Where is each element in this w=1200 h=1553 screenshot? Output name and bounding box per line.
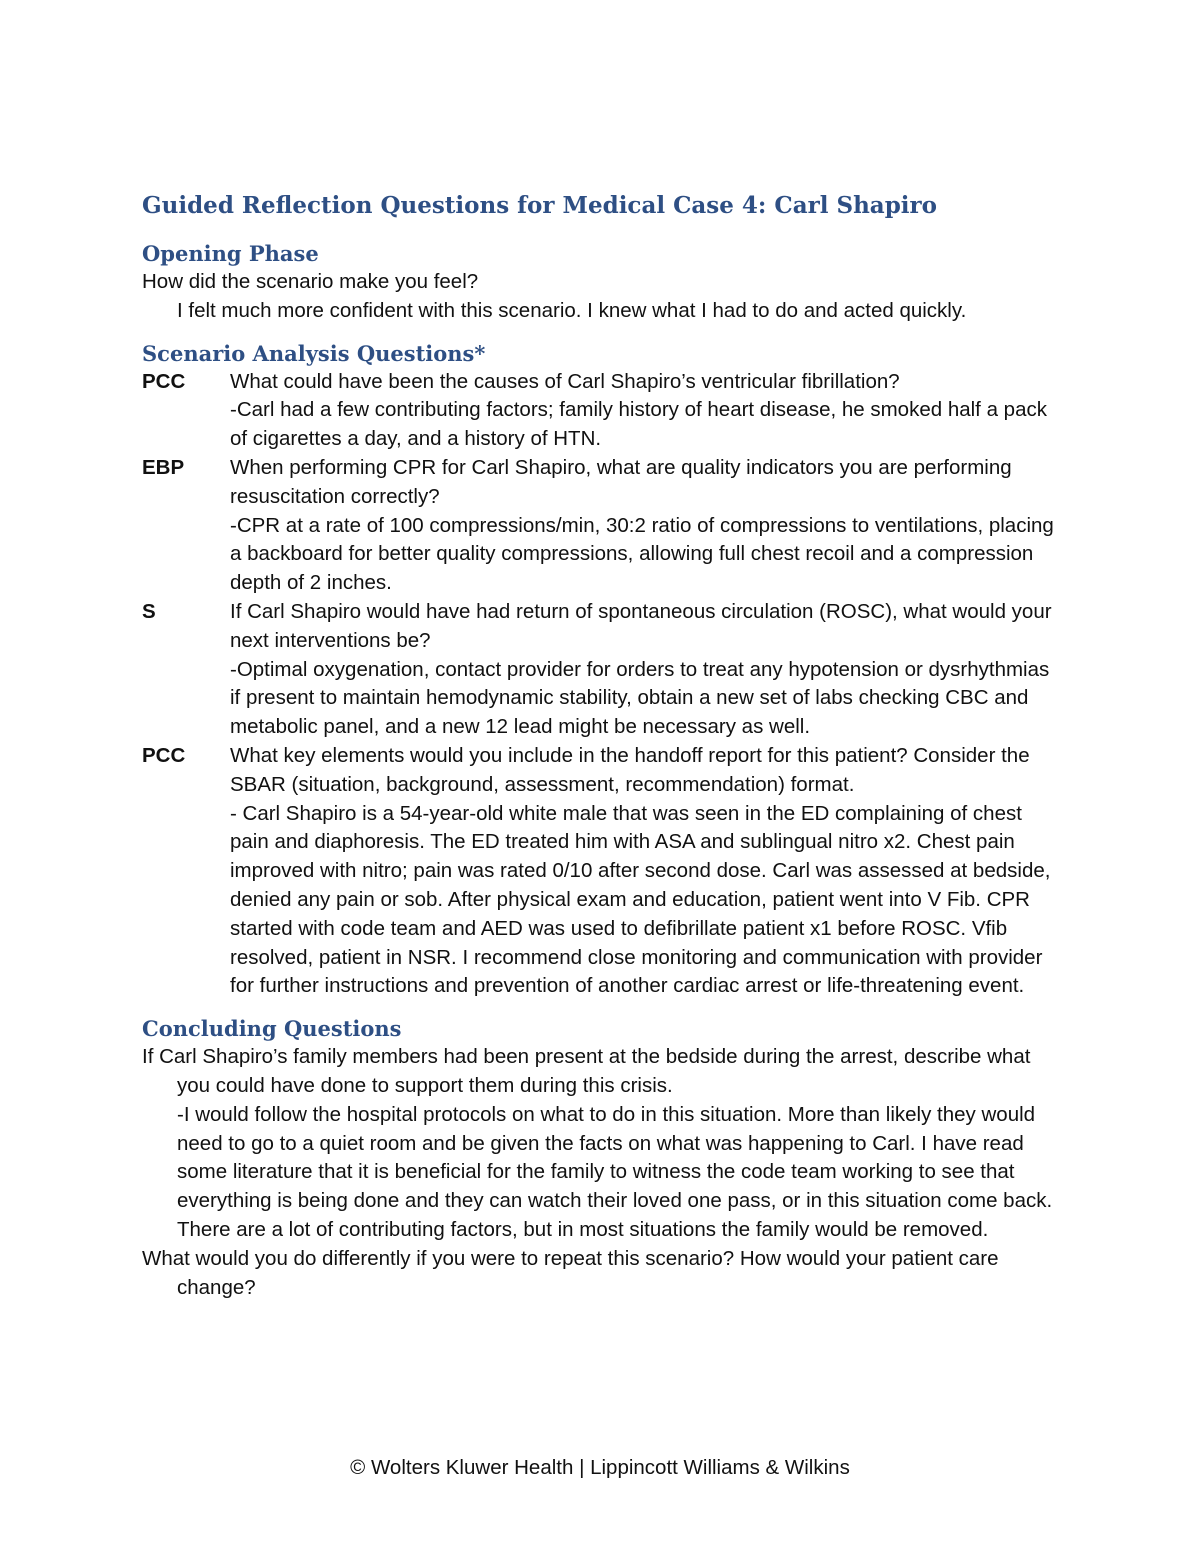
analysis-item-tag: PCC <box>142 743 186 767</box>
analysis-answer: -Optimal oxygenation, contact provider for orders to treat any hypotension or dysrhythmias if present to maintain hemodynamic stability, obtain a new set of labs checking CBC and metabolic panel, and a new 12 lead might be necessary as well. <box>230 657 1050 739</box>
document-content <box>142 190 1062 1316</box>
concluding-section <box>142 1015 1062 1302</box>
concluding-question: What would you do differently if you were to repeat this scenario? How would your patient care change? <box>142 1246 999 1299</box>
analysis-answer: - Carl Shapiro is a 54-year-old white male that was seen in the ED complaining of chest pain and diaphoresis. The ED treated him with ASA and sublingual nitro x2. Chest pain improved with nitro; pain was rated 0/10 after second dose. Carl was assessed at bedside, denied any pain or sob. After physical exam and education, patient went into V Fib. CPR started with code team and AED was used to defibrillate patient x1 before ROSC. Vfib resolved, patient in NSR. I recommend close monitoring and communication with provider for further instructions and prevention of another cardiac arrest or life-threatening event. <box>230 801 1051 998</box>
analysis-question: What key elements would you include in the handoff report for this patient? Consider the SBAR (situation, background, assessment, recommendation) format. <box>230 743 1030 796</box>
opening-question: How did the scenario make you feel? <box>142 270 479 293</box>
analysis-item-body <box>230 598 1062 742</box>
concluding-heading: Concluding Questions <box>142 1016 402 1042</box>
analysis-item-tag: S <box>142 599 156 623</box>
analysis-item-tag: PCC <box>142 369 186 393</box>
analysis-question: When performing CPR for Carl Shapiro, what are quality indicators you are performing resuscitation correctly? <box>230 455 1012 508</box>
opening-phase-heading: Opening Phase <box>142 241 319 266</box>
analysis-answer: -Carl had a few contributing factors; family history of heart disease, he smoked half a pack of cigarettes a day, and a history of HTN. <box>230 398 1047 451</box>
analysis-item-tag: EBP <box>142 455 185 479</box>
analysis-item <box>142 742 1062 1001</box>
scenario-analysis-heading: Scenario Analysis Questions* <box>142 340 486 366</box>
analysis-item-body <box>230 742 1062 1001</box>
concluding-question: If Carl Shapiro’s family members had been present at the bedside during the arrest, describe what you could have done to support them during this crisis. <box>142 1045 1031 1097</box>
analysis-question: If Carl Shapiro would have had return of spontaneous circulation (ROSC), what would your next interventions be? <box>230 599 1052 652</box>
analysis-answer: -CPR at a rate of 100 compressions/min, 30:2 ratio of compressions to ventilations, placing a backboard for better quality compressions, allowing full chest recoil and a compression depth of 2 inches. <box>230 513 1054 595</box>
analysis-item <box>142 598 1062 742</box>
document-title: Guided Reflection Questions for Medical Case 4: Carl Shapiro <box>142 192 937 219</box>
analysis-item-body <box>230 368 1062 454</box>
opening-phase-section <box>142 240 1062 326</box>
opening-answer: I felt much more confident with this scenario. I knew what I had to do and acted quickly. <box>177 298 967 322</box>
analysis-item-body <box>230 454 1062 598</box>
copyright-footer: © Wolters Kluwer Health | Lippincott Williams & Wilkins <box>350 1456 850 1479</box>
analysis-item <box>142 368 1062 454</box>
concluding-answer: -I would follow the hospital protocols on what to do in this situation. More than likely they would need to go to a quiet room and be given the facts on what was happening to Carl. I have read some literature that it is beneficial for the family to witness the code team working to see that everything is being done and they can watch their loved one pass, or in this situation come back. There are a lot of contributing factors, but in most situations the family would be removed. <box>177 1102 1053 1241</box>
analysis-question: What could have been the causes of Carl Shapiro’s ventricular fibrillation? <box>230 369 900 393</box>
scenario-analysis-section <box>142 340 1062 1002</box>
analysis-item <box>142 454 1062 598</box>
